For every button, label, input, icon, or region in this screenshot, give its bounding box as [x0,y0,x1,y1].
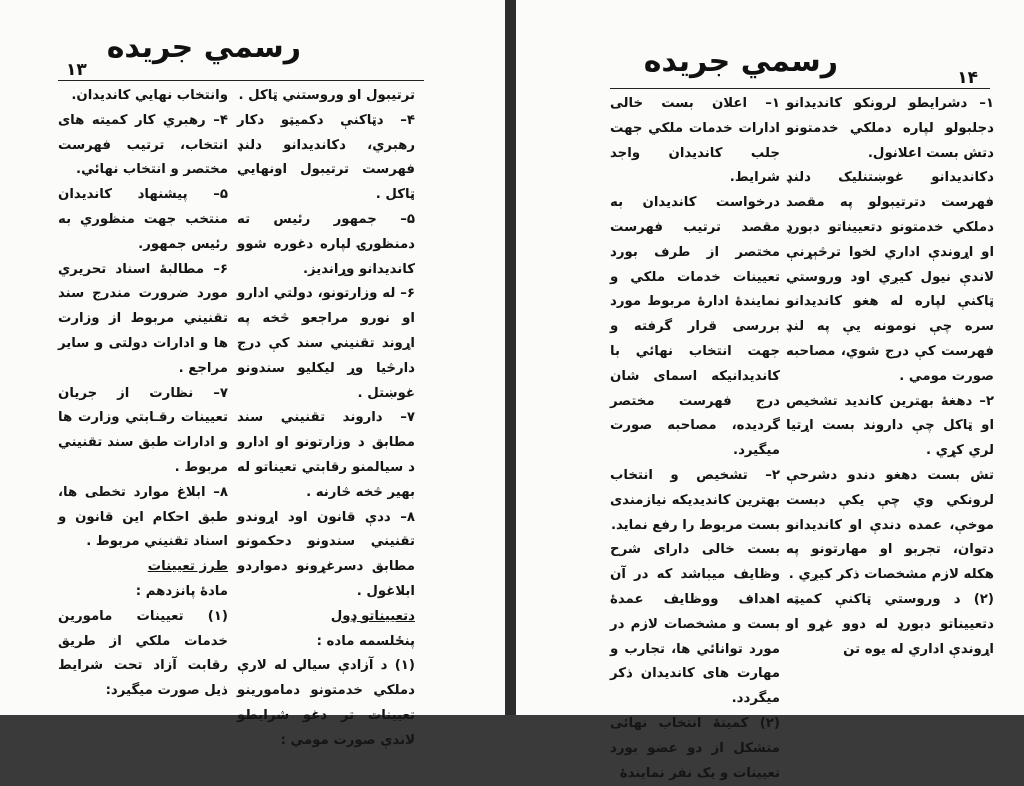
article-label: پنځلسمه ماده : [316,633,415,649]
page-number: ۱۳ [66,60,87,80]
paragraph: دکانديدانو غوښتنليک دلنډ فهرست دترتيبولو په مقصد دملکي خدمتونو دتعييناتو دبورډ او اړوندې اداري لخوا ترڅېړنې لاندې نيول کيږي اود وروستي ټاکنې لپاره له هغو کانديدانو سره چې نومونه يې په لنډ فهرست کې درج شوي، مصاحبه صورت مومي . [786,170,994,384]
paragraph: ۱– اعلان بست خالى ادارات خدمات ملکي جهت جلب کانديدان واجد شرايط. [610,96,780,186]
paragraph: (۲) کميتهٔ انتخاب نهائى متشکل از دو عضو بورد تعيينات و يک نفر نمايندهٔ [610,715,780,781]
paragraph: ۶– له وزارتونو، دولتي ادارو او نورو مراجعو څخه په اړوند تقنيني سند کې درج دارڅيا وړ ليکليو سندونو غوښتل . [237,286,415,401]
header-rule [610,88,990,89]
paragraph: ۱– دشرايطو لرونکو کانديدانو دجلبولو لپاره دملکي خدمتونو دتش بست اعلانول. [786,96,994,161]
column-left [610,92,780,786]
section-heading: طرز تعيينات [147,559,228,575]
left-page [0,0,505,748]
paragraph: ۴– رهبري کار کميته هاى انتخاب، ترتيب فهرست مختصر و انتخاب نهائي. [58,112,228,178]
paragraph: (۲) د وروستي ټاکنې کميټه دتعييناتو دبورډ له دوو غړو او اړوندې اداري له يوه تن [786,591,994,657]
section-heading: دتعييناتو ډول [330,608,415,624]
paragraph: وانتخاب نهايي کانديدان. [71,88,228,103]
paragraph: ۵– جمهور رئيس ته دمنظورۍ لپاره دغوره شوو کانديدانو وړانديز. [237,211,415,277]
paragraph: ۶– مطالبهٔ اسناد تحريري مورد ضرورت مندرج سند تقنيني مربوط از وزارت ها و ادارات دولتى و ساير مراجع . [58,261,228,376]
paragraph: ۸– ابلاغ موارد تخطى ها، طبق احکام اين قانون و اسناد تقنيني مربوط . [58,484,228,550]
article-label: مادهٔ پانزدهم : [135,583,228,599]
column-right [786,92,994,662]
paragraph: ۲– تشخيص و انتخاب بهترين کانديديکه نيازمندى بست مربوط را رفع نمايد. [610,467,780,533]
paragraph: ۸– ددې قانون اود اړوندو تقنيني سندونو دحکمونو مطابق دسرغړونو دموارد‌و ابلاغول . [237,509,415,599]
paragraph: تش بست دهغو دندو دشرحې لرونکي وي چې يکې دبست موخې، عمده دندې او کانديدانو دتوان، تجربو او مهارتونو په هکله لازم مشخصات ذکر کيږي . [786,467,994,583]
paragraph: ترتيبول او وروستني ټاکل . [238,88,415,103]
paragraph: ۵– پيشنهاد کانديدان منتخب جهت منظوري به رئيس جمهور. [58,187,228,252]
paragraph: ۴– دټاکنې دکميټو دکار رهبري، دکانديدانو دلنډ فهرست ترتيبول اونهايي ټاکل . [237,112,415,203]
header-rule [58,80,424,81]
column-right [237,84,415,754]
paragraph: درخواست کانديدان به مقصد ترتيب فهرست مختصر از طرف بورد تعيينات خدمات ملکي و نمايندهٔ ادارهٔ مربوط مورد بررسى قرار گرفته و جهت انتخاب نهائي با کانديدانيکه اسماى شان درج فهرست مختصر گرديده، مصاحبه صورت ميگيرد. [610,195,780,459]
page-number: ۱۴ [957,68,978,88]
paragraph: ۷– نظارت از جريان تعيينات رقـابتي وزارت ها و ادارات طبق سند تقنيني مربوط . [58,385,228,475]
article-text: (۱) تعيينات مامورين خدمات ملکي از طريق رقابت آزاد تحت شرايط ذيل صورت ميگيرد: [58,608,228,699]
page-gutter [505,0,516,715]
page-title: رسمي جريده [643,44,838,79]
column-left [58,84,228,704]
article-text: (۱) د آزادې سيالۍ له لارې دملکي خدمتونو دمامورينو تعيينات تر دغو شرايطو لاندې صورت مومي : [237,658,415,748]
paragraph: ۲– دهغهٔ بهترين کانديد تشخيص او ټاکل چې داروند بست اړتيا لري کړي . [786,393,994,459]
paragraph: بست خالى داراى شرح وظايف ميباشد که در آن اهداف ووظايف عمدهٔ بست و مشخصات لازم در مورد توانائي ها، تجارب و مهارت هاى کانديدان ذکر ميگردد. [610,542,780,707]
paragraph: ۷– داروند تقنيني سند مطابق د وزارتونو او ادارو د سيالمنو رقابتي تعيناتو له بهير څخه څارنه . [237,410,415,500]
right-page [516,0,1024,781]
page-title: رسمي جريده [106,30,301,65]
